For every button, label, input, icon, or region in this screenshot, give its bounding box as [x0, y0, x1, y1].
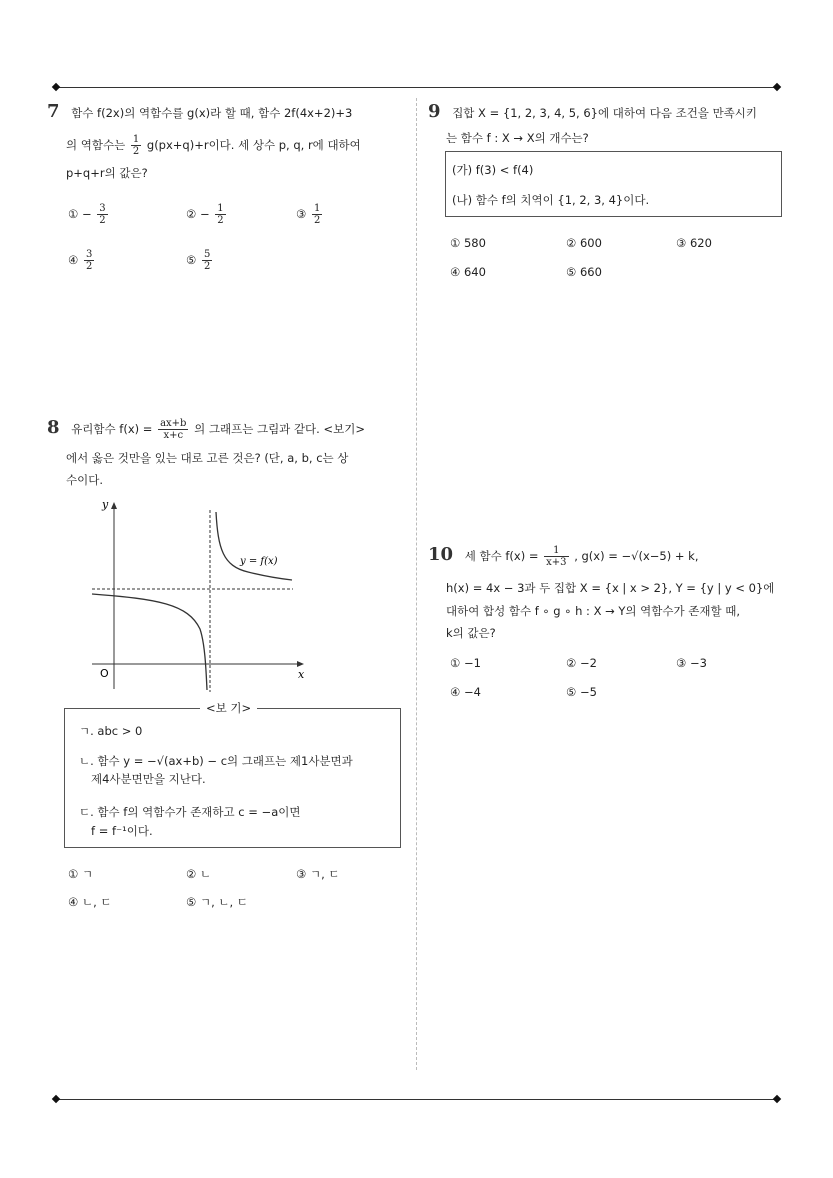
- question-text-line: , g(x) = −√(x−5) + k,: [574, 549, 699, 563]
- rational-function-graph: [88, 494, 318, 694]
- fraction: $\frac{ax+b}{x+c}$: [160, 418, 187, 441]
- question-number: 10: [428, 544, 454, 565]
- choice-4[interactable]: ④ 640: [450, 265, 486, 279]
- question-number: 7: [47, 101, 60, 122]
- question-text-line: k의 값은?: [446, 626, 496, 640]
- choice-2[interactable]: ② 600: [566, 236, 602, 250]
- question-text-line: p+q+r의 값은?: [66, 166, 148, 180]
- top-right-diamond: [773, 83, 781, 91]
- bogi-item-1: ㄱ. abc > 0: [79, 724, 143, 738]
- y-axis-arrow: [111, 502, 117, 509]
- question-text-line: 대하여 합성 함수 f ∘ g ∘ h : X → Y의 역함수가 존재할 때,: [446, 604, 741, 618]
- question-text-line: h(x) = 4x − 3과 두 집합 X = {x | x > 2}, Y = {y | y < 0}에: [446, 581, 775, 595]
- origin-label: O: [100, 667, 109, 680]
- choice-3[interactable]: ③ ㄱ, ㄷ: [296, 867, 340, 881]
- choice-5[interactable]: ⑤ −5: [566, 685, 597, 699]
- condition-box: [445, 151, 782, 217]
- question-number: 8: [47, 417, 60, 438]
- choice-1[interactable]: ① ㄱ: [68, 867, 94, 881]
- choice-1[interactable]: ① 580: [450, 236, 486, 250]
- condition-b: (나) 함수 f의 치역이 {1, 2, 3, 4}이다.: [452, 193, 650, 207]
- choice-4[interactable]: ④ ㄴ, ㄷ: [68, 895, 112, 909]
- curve-label: y = f(x): [240, 556, 278, 567]
- choice-5[interactable]: ⑤ $\frac{5}{2}$: [186, 249, 211, 272]
- choice-3[interactable]: ③ $\frac{1}{2}$: [296, 203, 321, 226]
- question-text-line: 에서 옳은 것만을 있는 대로 고른 것은? (단, a, b, c는 상: [66, 451, 349, 465]
- choice-5[interactable]: ⑤ ㄱ, ㄴ, ㄷ: [186, 895, 248, 909]
- bogi-item-2-cont: 제4사분면만을 지난다.: [91, 772, 206, 786]
- right-branch: [216, 512, 292, 580]
- bogi-item-2: ㄴ. 함수 y = −√(ax+b) − c의 그래프는 제1사분면과: [79, 754, 353, 768]
- bottom-right-diamond: [773, 1095, 781, 1103]
- x-axis-arrow: [297, 661, 304, 667]
- choice-2[interactable]: ② − $\frac{1}{2}$: [186, 203, 224, 226]
- choice-1[interactable]: ① − $\frac{3}{2}$: [68, 203, 106, 226]
- question-text-line: g(px+q)+r이다. 세 상수 p, q, r에 대하여: [146, 138, 361, 152]
- x-axis-label: x: [298, 668, 305, 681]
- bogi-title: <보 기>: [200, 700, 257, 716]
- question-text-line: 수이다.: [66, 473, 103, 487]
- top-rule: [56, 87, 778, 88]
- left-branch: [92, 594, 207, 690]
- question-text-line: 는 함수 f : X → X의 개수는?: [446, 131, 589, 145]
- column-divider: [416, 98, 417, 1070]
- condition-a: (가) f(3) < f(4): [452, 163, 534, 177]
- question-number: 9: [428, 101, 441, 122]
- bogi-item-3: ㄷ. 함수 f의 역함수가 존재하고 c = −a이면: [79, 805, 301, 819]
- choice-4[interactable]: ④ $\frac{3}{2}$: [68, 249, 93, 272]
- bogi-box: [64, 708, 401, 848]
- question-text-line: 유리함수 f(x) =: [71, 422, 153, 436]
- question-text-line: 집합 X = {1, 2, 3, 4, 5, 6}에 대하여 다음 조건을 만족시키: [452, 106, 758, 120]
- choice-3[interactable]: ③ −3: [676, 656, 707, 670]
- question-text-line: 의 그래프는 그림과 같다. <보기>: [194, 422, 365, 436]
- bogi-item-3-cont: f = f⁻¹이다.: [91, 824, 153, 838]
- choice-2[interactable]: ② ㄴ: [186, 867, 212, 881]
- y-axis-label: y: [102, 498, 109, 511]
- top-left-diamond: [52, 83, 60, 91]
- choice-3[interactable]: ③ 620: [676, 236, 712, 250]
- bottom-rule: [56, 1099, 778, 1100]
- bottom-left-diamond: [52, 1095, 60, 1103]
- choice-4[interactable]: ④ −4: [450, 685, 481, 699]
- fraction: $\frac{1}{2}$: [132, 134, 140, 157]
- question-text-line: 세 함수 f(x) =: [464, 549, 539, 563]
- choice-1[interactable]: ① −1: [450, 656, 481, 670]
- question-text-line: 의 역함수는: [66, 138, 126, 152]
- question-text-line: 함수 f(2x)의 역함수를 g(x)라 할 때, 함수 2f(4x+2)+3: [71, 106, 353, 120]
- fraction: $\frac{1}{x+3}$: [546, 545, 567, 568]
- choice-5[interactable]: ⑤ 660: [566, 265, 602, 279]
- choice-2[interactable]: ② −2: [566, 656, 597, 670]
